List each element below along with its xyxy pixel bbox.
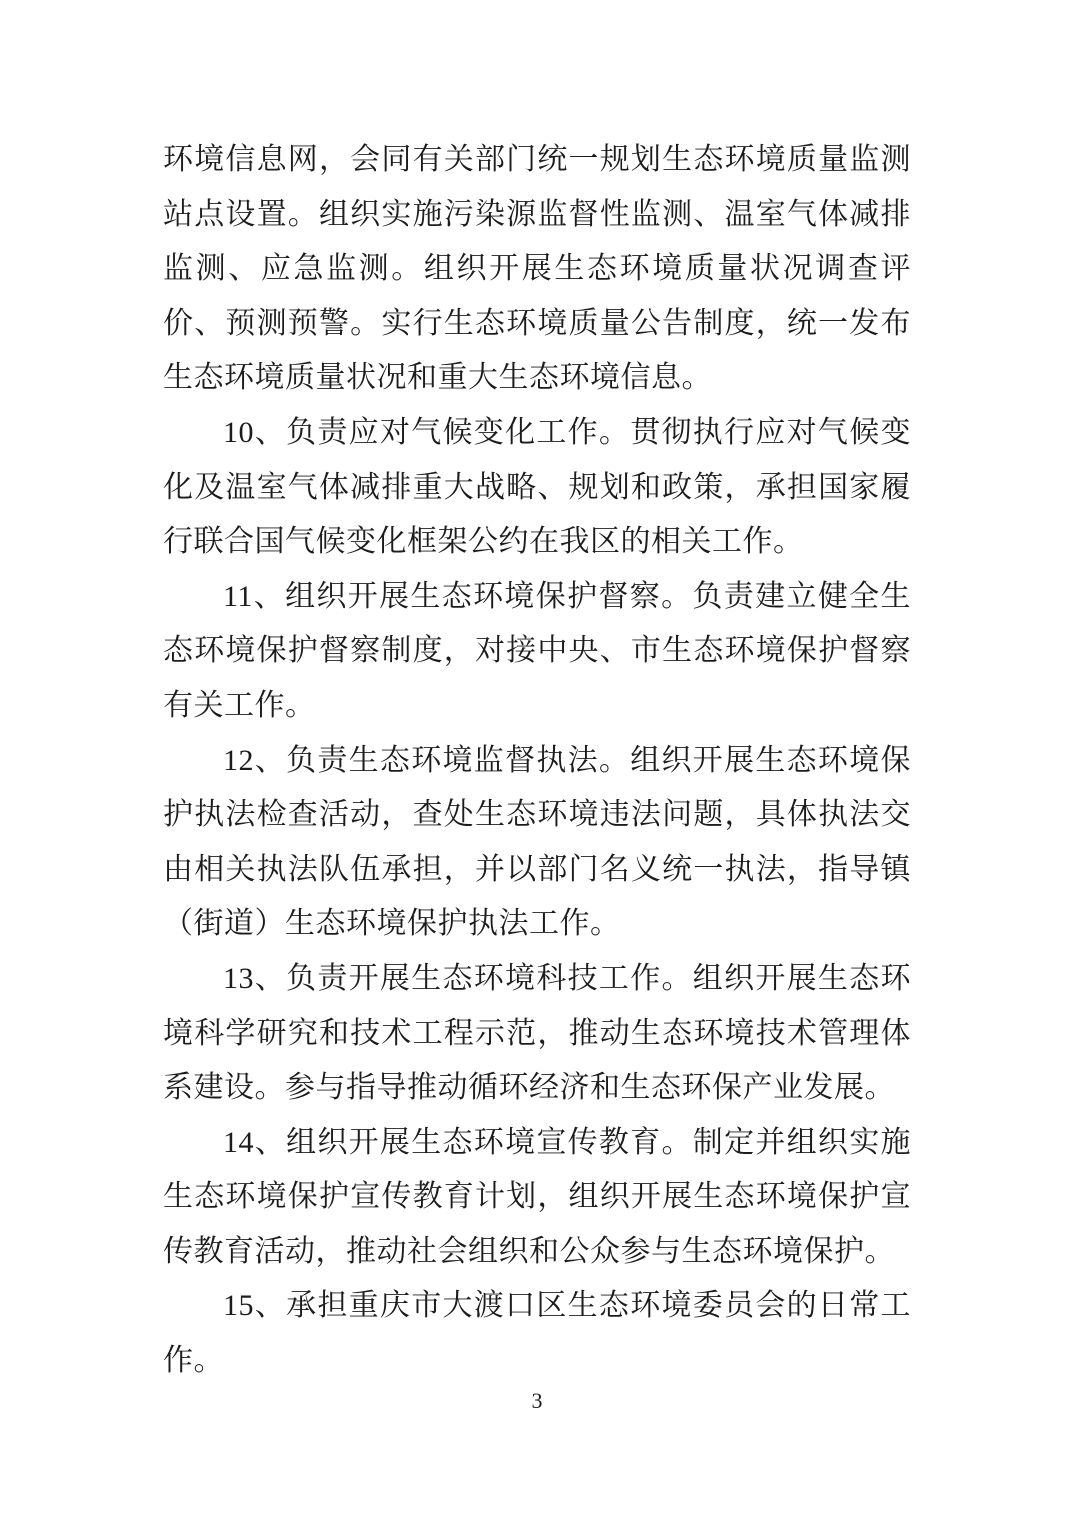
paragraph-item-12: 12、负责生态环境监督执法。组织开展生态环境保护执法检查活动，查处生态环境违法问题，具体执法交由相关执法队伍承担，并以部门名义统一执法，指导镇（街道）生态环境保护执法工作。 (163, 743, 911, 941)
paragraph-continuation: 环境信息网，会同有关部门统一规划生态环境质量监测站点设置。组织实施污染源监督性监测、温室气体减排监测、应急监测。组织开展生态环境质量状况调查评价、预测预警。实行生态环境质量公告制度，统一发布生态环境质量状况和重大生态环境信息。 (163, 143, 911, 395)
page-number: 3 (531, 1388, 543, 1413)
paragraph-item-13: 13、负责开展生态环境科技工作。组织开展生态环境科学研究和技术工程示范，推动生态环境技术管理体系建设。参与指导推动循环经济和生态环保产业发展。 (163, 961, 911, 1105)
paragraph-item-15: 15、承担重庆市大渡口区生态环境委员会的日常工作。 (163, 1289, 911, 1378)
paragraph-item-10: 10、负责应对气候变化工作。贯彻执行应对气候变化及温室气体减排重大战略、规划和政策，承担国家履行联合国气候变化框架公约在我区的相关工作。 (163, 415, 911, 559)
paragraph-item-14: 14、组织开展生态环境宣传教育。制定并组织实施生态环境保护宣传教育计划，组织开展生态环境保护宣传教育活动，推动社会组织和公众参与生态环境保护。 (163, 1125, 911, 1268)
page-footer (163, 1386, 911, 1416)
document-body (163, 133, 911, 1389)
paragraph-item-11: 11、组织开展生态环境保护督察。负责建立健全生态环境保护督察制度，对接中央、市生态环境保护督察有关工作。 (163, 579, 911, 722)
